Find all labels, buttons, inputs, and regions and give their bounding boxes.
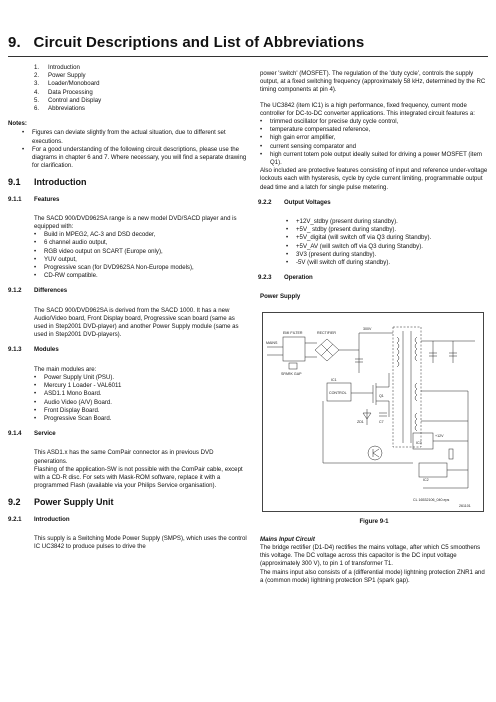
list-item: • ASD1.1 Mono Board. (34, 390, 102, 398)
notes-title: Notes: (8, 120, 27, 128)
modules-list (8, 374, 248, 423)
list-item: • temperature compensated reference, (260, 126, 371, 134)
note-item: • Figures can deviate slightly from the actual situation, due to different set executions. (22, 129, 226, 145)
list-item: • CD-RW compatible. (34, 272, 98, 280)
label-control: CONTROL (329, 390, 347, 395)
paragraph: The UC3842 (item IC1) is a high performance, fixed frequency, current mode controller for DC-to-DC converter applications. This integrated circuit features a: (260, 101, 475, 117)
output-voltages-list (260, 218, 488, 267)
list-item: • high current totem pole output ideally suited for driving a power MOSFET (item Q1). (260, 150, 482, 167)
label-ic3: IC3 (416, 440, 422, 445)
paragraph: The SACD 900/DVD962SA range is a new model DVD/SACD player and is equipped with: (34, 214, 237, 231)
label-q1: Q1 (379, 393, 384, 398)
label-drawing-date: 261101 (459, 503, 471, 508)
figure-caption: Figure 9-1 (359, 517, 389, 525)
list-item: • +5V_ stdby (present during standby). (286, 226, 397, 234)
chapter-toc (8, 64, 248, 113)
chapter-number: 9. (8, 34, 21, 51)
label-drawing-code: CL 16532106_040.eps (413, 497, 450, 502)
subsection-heading: 9.2.1 Introduction (8, 515, 70, 523)
list-item: • -5V (will switch off during standby). (286, 259, 391, 267)
paragraph: The mains input also consists of a (differential mode) lightning protection ZNR1 and a (common mode) lightning protection SP1 (spark gap). (260, 568, 485, 584)
list-item: • YUV output, (34, 255, 77, 263)
list-item: • high gain error amplifier, (260, 134, 336, 142)
toc-item: 2. Power Supply (34, 72, 86, 80)
left-column (8, 64, 248, 558)
section-heading: 9.1 Introduction (8, 177, 87, 188)
paragraph: The SACD 900/DVD962SA is derived from the SACD 1000. It has a new Audio/Video board, Front Display board, Progressive scan board (same as used in Step2001 DVD-player) and another Power Supply module (same as used in Step2001 DVD-players). (34, 306, 239, 339)
list-item: • Mercury 1 Loader - VAL6011 (34, 382, 122, 390)
label-mains: MAINS (266, 340, 278, 345)
list-item: • RGB video output on SCART (Europe only), (34, 247, 163, 255)
right-column (260, 70, 488, 592)
note-item: • For a good understanding of the following circuit descriptions, please use the diagrams in chapter 6 and 7. Where necessary, you will find a separate drawing for clarification. (22, 145, 247, 170)
notes-list (8, 129, 248, 170)
list-item: • Progressive scan (for DVD962SA Non-Europe models), (34, 264, 194, 272)
toc-item: 5. Control and Display (34, 96, 102, 104)
schematic-drawing (263, 313, 483, 511)
label-spark-gap: SPARK GAP (281, 371, 302, 376)
list-item: • Build in MPEG2, AC-3 and DSD decoder, (34, 231, 156, 239)
section-heading: 9.2 Power Supply Unit (8, 497, 114, 508)
label-c7: C7 (379, 419, 384, 424)
list-item: • Front Display Board. (34, 406, 100, 414)
list-item: • 6 channel audio output, (34, 239, 108, 247)
paragraph: power 'switch' (MOSFET). The regulation of the 'duty cycle', controls the supply output, at a fixed switching frequency (approximately 58 kHz, determined by the RC timing components at pin 4). (260, 70, 486, 94)
paragraph: Flashing of the application-SW is not possible with the ComPair cable, except with a CD-R disc. For sets with Mask-ROM software, replace it with a programmed Flash (available via your Philips Service organisation). (34, 465, 243, 490)
list-item: • +5V_digital (will switch off via Q3 during Standby). (286, 234, 432, 242)
subsection-heading: 9.2.3 Operation (258, 274, 313, 282)
paragraph: This ASD1.x has the same ComPair connector as in previous DVD generations. (34, 449, 214, 465)
list-item: • +12V_stdby (present during standby). (286, 218, 398, 226)
subheading-power-supply: Power Supply (260, 293, 301, 301)
toc-item: 1. Introduction (34, 64, 80, 71)
paragraph: The main modules are: (34, 365, 97, 373)
toc-item: 6. Abbreviations (34, 105, 85, 113)
label-300v: 300V (363, 326, 372, 331)
paragraph: The bridge rectifier (D1-D4) rectifies the mains voltage, after which C5 smoothens this voltage. The DC voltage across this capacitor is the DC input voltage (approximately 300 V), to pin 1 of transformer T1. (260, 544, 481, 568)
list-item: • trimmed oscillator for precise duty cycle control, (260, 118, 399, 126)
title-rule (8, 56, 488, 57)
label-ic2: IC2 (423, 477, 429, 482)
toc-item: 3. Loader/Monoboard (34, 80, 100, 88)
subsection-heading: 9.1.3 Modules (8, 346, 59, 354)
list-item: • Progressive Scan Board. (34, 414, 112, 422)
power-supply-schematic (262, 312, 484, 512)
mains-input-heading: Mains Input Circuit (260, 535, 315, 543)
subsection-heading: 9.1.1 Features (8, 195, 60, 203)
toc-item: 4. Data Processing (34, 88, 93, 96)
label-zd1: ZD1 (357, 419, 364, 424)
ic-features-list (260, 118, 488, 167)
page-title (8, 34, 364, 51)
list-item: • current sensing comparator and (260, 142, 357, 150)
paragraph: Also included are protective features consisting of input and reference under-voltage lockouts each with hysteresis, cycle by cycle current limiting, programmable output dead time and a latch for single pulse metering. (260, 167, 488, 191)
label-plus12v: +12V (435, 433, 444, 438)
list-item: • +5V_AV (will switch off via Q3 during Standby). (286, 242, 423, 250)
list-item: • Audio Video (A/V) Board. (34, 398, 112, 406)
subsection-heading: 9.1.4 Service (8, 430, 56, 438)
subsection-heading: 9.2.2 Output Voltages (258, 198, 331, 206)
label-ic1: IC1 (331, 377, 337, 382)
subsection-heading: 9.1.2 Differences (8, 287, 68, 295)
list-item: • Power Supply Unit (PSU). (34, 373, 115, 381)
features-list (8, 231, 248, 280)
notes (8, 120, 248, 170)
list-item: • 3V3 (present during standby). (286, 250, 377, 258)
label-emi-filter: EMI FILTER (283, 330, 303, 335)
label-rectifier: RECTIFIER (317, 330, 336, 335)
chapter-title: Circuit Descriptions and List of Abbreviations (33, 34, 365, 51)
paragraph: This supply is a Switching Mode Power Supply (SMPS), which uses the control IC UC3842 to produce pulses to drive the (34, 534, 247, 550)
